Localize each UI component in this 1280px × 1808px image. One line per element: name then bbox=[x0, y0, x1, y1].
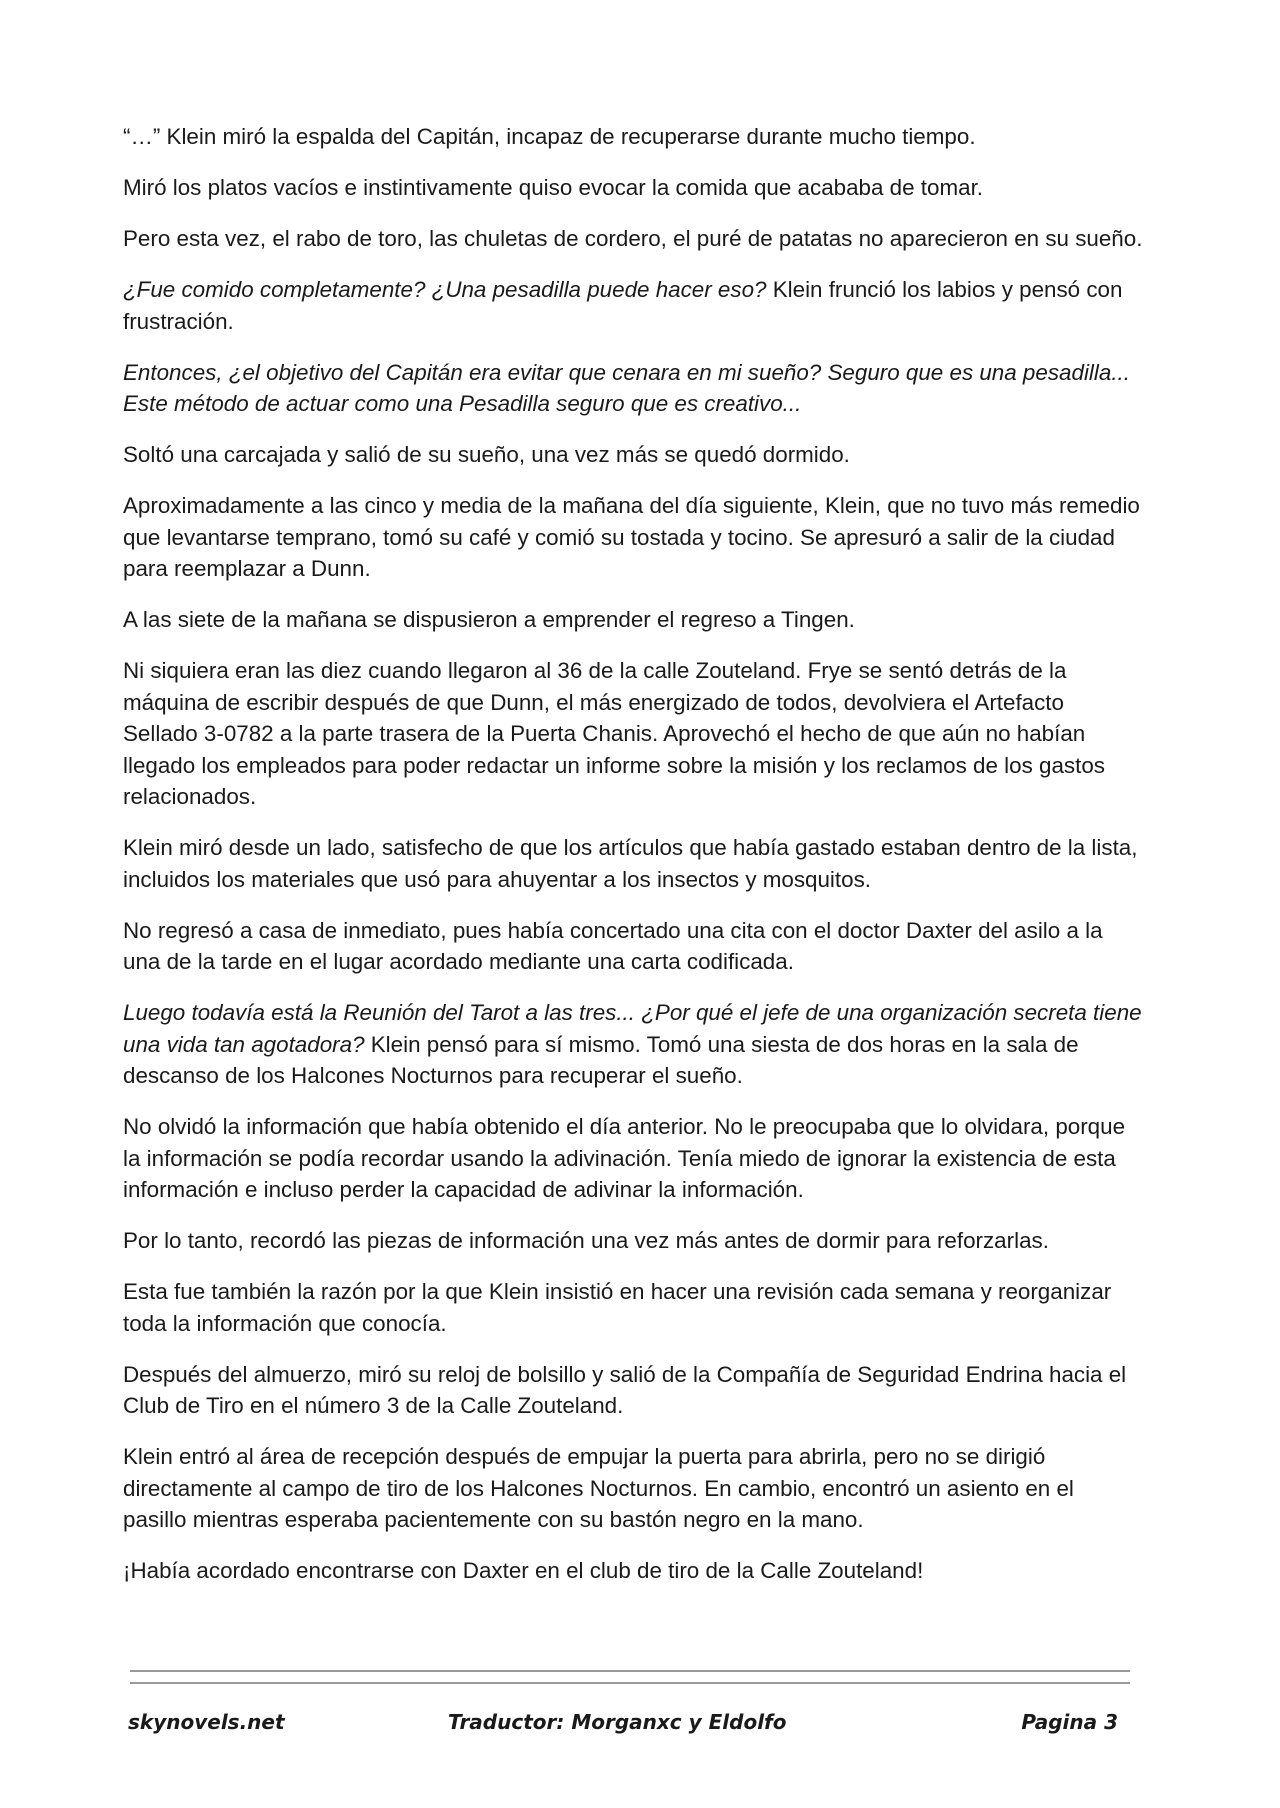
paragraph bbox=[123, 1441, 1143, 1536]
paragraph-text: Klein frunció los labios y pensó con frustración. bbox=[123, 277, 1123, 334]
paragraph-text: Soltó una carcajada y salió de su sueño, una vez más se quedó dormido. bbox=[123, 442, 850, 467]
footer-page-number: Pagina 3 bbox=[1021, 1710, 1118, 1734]
paragraph-italic-text: Entonces, ¿el objetivo del Capitán era evitar que cenara en mi sueño? Seguro que es una pesadilla... Este método de actuar como una Pesadilla seguro que es creativo... bbox=[123, 359, 1130, 416]
paragraph-text: Pero esta vez, el rabo de toro, las chuletas de cordero, el puré de patatas no aparecieron en su sueño. bbox=[123, 226, 1143, 251]
paragraph-text: Miró los platos vacíos e instintivamente quiso evocar la comida que acababa de tomar. bbox=[123, 175, 984, 200]
footer-divider-top bbox=[130, 1670, 1130, 1672]
paragraph-text: “…” Klein miró la espalda del Capitán, incapaz de recuperarse durante mucho tiempo. bbox=[123, 124, 976, 149]
paragraph-text: Ni siquiera eran las diez cuando llegaron al 36 de la calle Zouteland. Frye se sentó detrás de la máquina de escribir después de que Dunn, el más energizado de todos, devolviera el Artefacto Sellado 3-0782 a la parte trasera de la Puerta Chanis. Aprovechó el hecho de que aún no habían llegado los empleados para poder redactar un informe sobre la misión y los reclamos de los gastos relacionados. bbox=[123, 658, 1105, 809]
paragraph-text: Klein entró al área de recepción después de empujar la puerta para abrirla, pero no se dirigió directamente al campo de tiro de los Halcones Nocturnos. En cambio, encontró un asiento en el pasillo mientras esperaba pacientemente con su bastón negro en la mano. bbox=[123, 1444, 1074, 1532]
paragraph-text: A las siete de la mañana se dispusieron a emprender el regreso a Tingen. bbox=[123, 607, 855, 632]
paragraph bbox=[123, 1555, 1143, 1587]
paragraph bbox=[123, 439, 1143, 471]
footer-translator: Traductor: Morganxc y Eldolfo bbox=[448, 1710, 787, 1734]
paragraph bbox=[123, 915, 1143, 978]
paragraph-text: Por lo tanto, recordó las piezas de información una vez más antes de dormir para reforzarlas. bbox=[123, 1228, 1049, 1253]
paragraph-text: Esta fue también la razón por la que Klein insistió en hacer una revisión cada semana y reorganizar toda la información que conocía. bbox=[123, 1279, 1112, 1336]
paragraph bbox=[123, 997, 1143, 1092]
paragraph bbox=[123, 223, 1143, 255]
paragraph-italic-text: ¿Fue comido completamente? ¿Una pesadilla puede hacer eso? bbox=[123, 277, 767, 302]
paragraph bbox=[123, 832, 1143, 895]
paragraph bbox=[123, 490, 1143, 585]
paragraph-text: Klein miró desde un lado, satisfecho de que los artículos que había gastado estaban dentro de la lista, incluidos los materiales que usó para ahuyentar a los insectos y mosquitos. bbox=[123, 835, 1138, 892]
paragraph bbox=[123, 655, 1143, 813]
document-body bbox=[123, 121, 1143, 1606]
paragraph bbox=[123, 604, 1143, 636]
paragraph-text: Después del almuerzo, miró su reloj de bolsillo y salió de la Compañía de Seguridad Endrina hacia el Club de Tiro en el número 3 de la Calle Zouteland. bbox=[123, 1361, 1127, 1418]
page-footer bbox=[128, 1710, 1128, 1746]
paragraph-text: No olvidó la información que había obtenido el día anterior. No le preocupaba que lo olvidara, porque la información se podía recordar usando la adivinación. Tenía miedo de ignorar la existencia de esta información e incluso perder la capacidad de adivinar la información. bbox=[123, 1114, 1126, 1202]
paragraph-text: No regresó a casa de inmediato, pues había concertado una cita con el doctor Daxter del asilo a la una de la tarde en el lugar acordado mediante una carta codificada. bbox=[123, 917, 1103, 974]
paragraph-text: Aproximadamente a las cinco y media de la mañana del día siguiente, Klein, que no tuvo más remedio que levantarse temprano, tomó su café y comió su tostada y tocino. Se apresuró a salir de la ciudad para reemplazar a Dunn. bbox=[123, 493, 1140, 581]
footer-site: skynovels.net bbox=[128, 1710, 285, 1734]
footer-divider-bottom bbox=[130, 1682, 1130, 1684]
paragraph bbox=[123, 274, 1143, 337]
paragraph bbox=[123, 357, 1143, 420]
paragraph-text: ¡Había acordado encontrarse con Daxter en el club de tiro de la Calle Zouteland! bbox=[123, 1558, 924, 1583]
paragraph-text: Klein pensó para sí mismo. Tomó una siesta de dos horas en la sala de descanso de los Halcones Nocturnos para recuperar el sueño. bbox=[123, 1031, 1079, 1088]
paragraph bbox=[123, 1276, 1143, 1339]
paragraph-italic-text: Luego todavía está la Reunión del Tarot a las tres... ¿Por qué el jefe de una organización secreta tiene una vida tan agotadora? bbox=[123, 1000, 1142, 1057]
paragraph bbox=[123, 1359, 1143, 1422]
paragraph bbox=[123, 1225, 1143, 1257]
paragraph bbox=[123, 1111, 1143, 1206]
paragraph bbox=[123, 121, 1143, 153]
paragraph bbox=[123, 172, 1143, 204]
